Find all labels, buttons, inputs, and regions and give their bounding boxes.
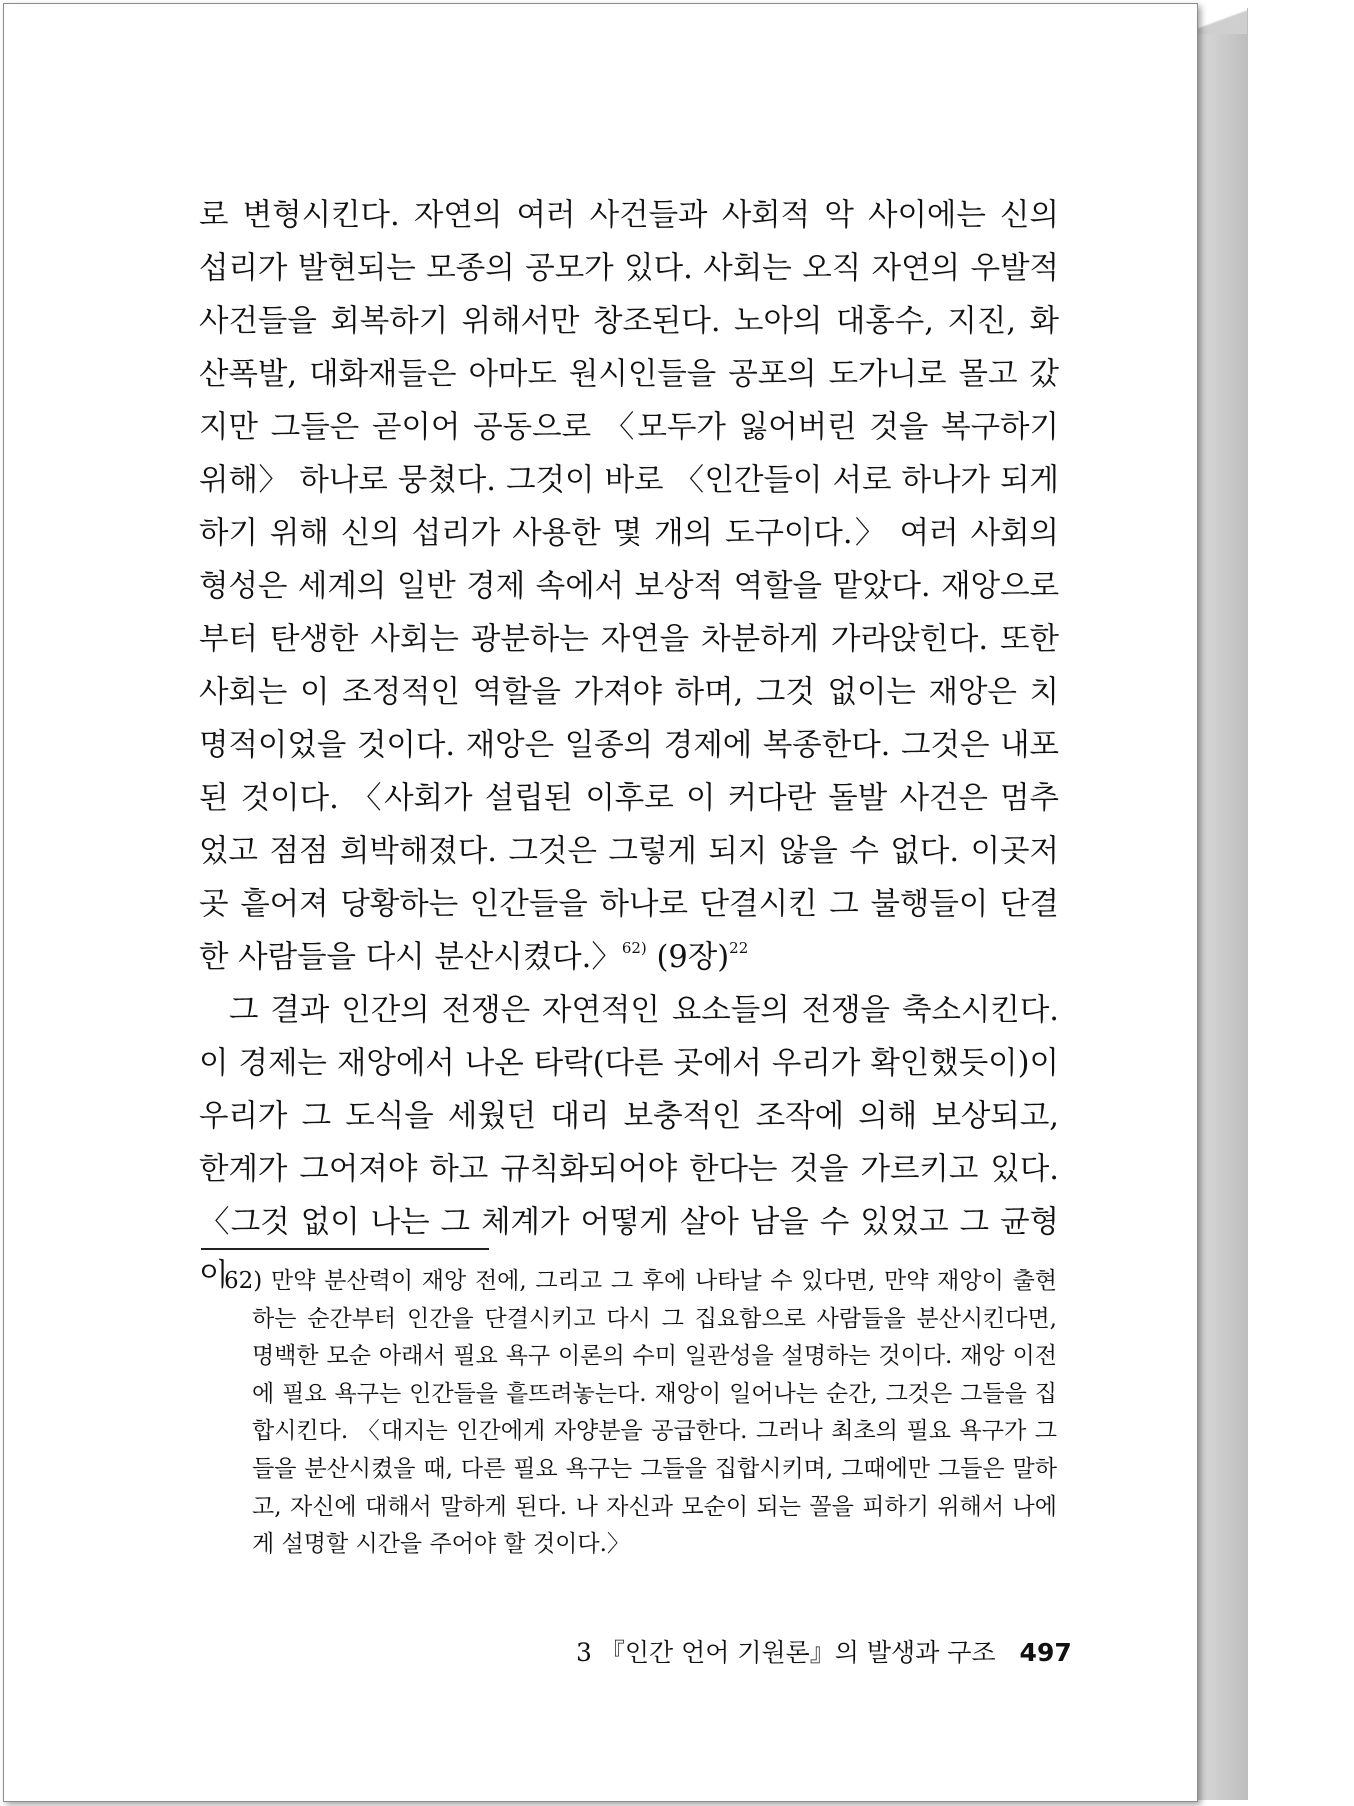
chapter-citation: (9장) — [656, 940, 730, 975]
footnote-number: 62) — [224, 1268, 263, 1294]
citation-reference: 22 — [729, 939, 749, 957]
body-text — [199, 189, 1059, 1302]
paragraph-2-text: 그 결과 인간의 전쟁은 자연적인 요소들의 전쟁을 축소시킨다. 이 경제는 재앙에서 나온 타락(다른 곳에서 우리가 확인했듯이)이 우리가 그 도식을 세웠던 대리 보충적인 조작에 의해 보상되고, 한계가 그어져야 하고 규칙화되어야 한다는 것을 가르키고 있다. 〈그것 없이 나는 그 체계가 어떻게 살아 남을 수 있었고 그 균형이 — [199, 993, 1059, 1293]
footnote-text: 만약 분산력이 재앙 전에, 그리고 그 후에 나타날 수 있다면, 만약 재앙이 출현하는 순간부터 인간을 단결시키고 다시 그 집요함으로 사람들을 분산시킨다면, 명백한 모순 아래서 필요 욕구 이론의 수미 일관성을 설명하는 것이다. 재앙 이전에 필요 욕구는 인간들을 흩뜨려놓는다. 재앙이 일어나는 순간, 그것은 그들을 집합시킨다. 〈대지는 인간에게 자양분을 공급한다. 그러나 최초의 필요 욕구가 그들을 분산시켰을 때, 다른 필요 욕구는 그들을 집합시키며, 그때에만 그들은 말하고, 자신에 대해서 말하게 된다. 나 자신과 모순이 되는 꼴을 피하기 위해서 나에게 설명할 시간을 주어야 할 것이다.〉 — [252, 1268, 1058, 1558]
running-title: 3 『인간 언어 기원론』의 발생과 구조 — [576, 1638, 996, 1667]
paragraph-1 — [199, 189, 1059, 984]
footnote-reference[interactable]: 62) — [621, 939, 647, 957]
paragraph-1-text: 로 변형시킨다. 자연의 여러 사건들과 사회적 악 사이에는 신의 섭리가 발현되는 모종의 공모가 있다. 사회는 오직 자연의 우발적 사건들을 회복하기 위해서만 창조된다. 노아의 대홍수, 지진, 화산폭발, 대화재들은 아마도 원시인들을 공포의 도가니로 몰고 갔지만 그들은 곧이어 공동으로 〈모두가 잃어버린 것을 복구하기 위해〉 하나로 뭉쳤다. 그것이 바로 〈인간들이 서로 하나가 되게 하기 위해 신의 섭리가 사용한 몇 개의 도구이다.〉 여러 사회의 형성은 세계의 일반 경제 속에서 보상적 역할을 맡았다. 재앙으로부터 탄생한 사회는 광분하는 자연을 차분하게 가라앉힌다. 또한 사회는 이 조정적인 역할을 가져야 하며, 그것 없이는 재앙은 치명적이었을 것이다. 재앙은 일종의 경제에 복종한다. 그것은 내포된 것이다. 〈사회가 설립된 이후로 이 커다란 돌발 사건은 멈추었고 점점 희박해졌다. 그것은 그렇게 되지 않을 수 없다. 이곳저곳 흩어져 당황하는 인간들을 하나로 단결시킨 그 불행들이 단결한 사람들을 다시 분산시켰다.〉 — [199, 198, 1059, 975]
running-footer — [576, 1636, 1072, 1670]
page-number: 497 — [1019, 1638, 1072, 1667]
page-stack-edge — [1195, 8, 1248, 1800]
paragraph-2 — [199, 984, 1059, 1302]
page-stack-corner — [1195, 8, 1247, 34]
footnote-62 — [224, 1263, 1058, 1564]
book-page — [3, 3, 1198, 1802]
footnote-separator — [201, 1248, 489, 1250]
